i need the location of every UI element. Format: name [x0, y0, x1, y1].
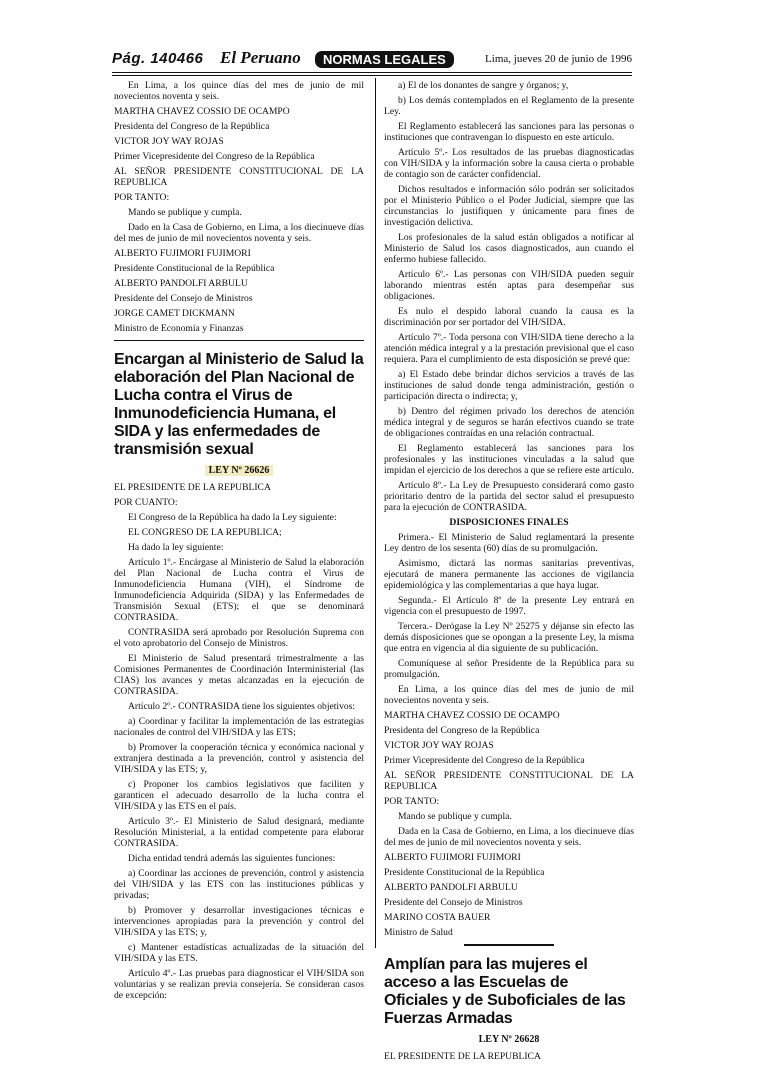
disposicion-primera-b: Asimismo, dictará las normas sanitarias preventivas, ejecutará de manera permanente las acciones de vigilancia epidemiológica y las complementarias a que haya lugar.: [384, 558, 634, 591]
signatory-name: MARTHA CHAVEZ COSSIO DE OCAMPO: [384, 710, 560, 721]
article-3b: Dicha entidad tendrá además las siguientes funciones:: [128, 853, 336, 864]
section-badge: NORMAS LEGALES: [315, 51, 454, 68]
article-7b: b) Dentro del régimen privado los derechos de atención médica integral y de seguros se harán efectivos cuando se trate de obligaciones contraídas en una relación contractual.: [384, 406, 634, 439]
dado-text: Dado en la Casa de Gobierno, en Lima, a los diecinueve días del mes de junio de mil novecientos noventa y seis.: [114, 222, 364, 244]
article-6: Artículo 6º.- Las personas con VIH/SIDA pueden seguir laborando mientras estén aptas para desempeñar sus obligaciones.: [384, 269, 634, 302]
signatory-name: MARTHA CHAVEZ COSSIO DE OCAMPO: [114, 106, 290, 117]
law-number-text: LEY Nº 26626: [205, 465, 274, 476]
presidente-line: EL PRESIDENTE DE LA REPUBLICA: [114, 482, 271, 493]
article-2c: c) Proponer los cambios legislativos que faciliten y garanticen el adecuado desarrollo de la lucha contra el VIH/SIDA y las ETS en el país.: [114, 779, 364, 812]
signatory-name: MARINO COSTA BAUER: [384, 912, 491, 923]
article-2: Artículo 2º.- CONTRASIDA tiene los siguientes objetivos:: [128, 701, 356, 712]
left-column: [114, 80, 364, 1005]
congreso-line: EL CONGRESO DE LA REPUBLICA;: [128, 527, 282, 538]
dado-text: Dada en la Casa de Gobierno, en Lima, a los diecinueve días del mes de junio de mil novecientos noventa y seis.: [384, 826, 634, 848]
signatory-title: Presidenta del Congreso de la República: [384, 725, 540, 736]
signatory-title: Primer Vicepresidente del Congreso de la República: [114, 151, 315, 162]
newspaper-logo: El Peruano: [220, 48, 301, 67]
article-2b: b) Promover la cooperación técnica y económica nacional y extranjera destinada a la prevención, control y asistencia del VIH/SIDA y las ETS; y,: [114, 742, 364, 775]
article-6b: Es nulo el despido laboral cuando la causa es la discriminación por ser portador del VIH/SIDA.: [384, 306, 634, 328]
header-rule-bottom: [112, 75, 632, 76]
reglamento-text: El Reglamento establecerá las sanciones para las personas o instituciones que contravengan lo dispuesto en este artículo.: [384, 121, 634, 143]
addressee: AL SEÑOR PRESIDENTE CONSTITUCIONAL DE LA REPUBLICA: [384, 770, 634, 792]
signatory-name: VICTOR JOY WAY ROJAS: [384, 740, 494, 751]
signatory-name: ALBERTO PANDOLFI ARBULU: [114, 278, 248, 289]
por-tanto: POR TANTO:: [384, 796, 440, 807]
page-number: Pág. 140466: [112, 50, 204, 67]
right-item-b: b) Los demás contemplados en el Reglamento de la presente Ley.: [384, 95, 634, 117]
header-date: Lima, jueves 20 de junio de 1996: [485, 53, 632, 65]
article-3: Artículo 3º.- El Ministerio de Salud designará, mediante Resolución Ministerial, a la entidad competente para elaborar CONTRASIDA.: [114, 816, 364, 849]
article-3d: b) Promover y desarrollar investigaciones técnicas e intervenciones apropiadas para la prevención y control del VIH/SIDA y las ETS; y,: [114, 905, 364, 938]
addressee: AL SEÑOR PRESIDENTE CONSTITUCIONAL DE LA REPUBLICA: [114, 166, 364, 188]
headline-2: Amplían para las mujeres el acceso a las Escuelas de Oficiales y de Suboficiales de las Fuerzas Armadas: [384, 956, 626, 1027]
article-7c: El Reglamento establecerá las sanciones para los profesionales y las instituciones vinculadas a la salud que impidan el ejercicio de los derechos a que se refiere este artículo.: [384, 443, 634, 476]
presidente-line-2: EL PRESIDENTE DE LA REPUBLICA: [384, 1051, 541, 1062]
signatory-name: ALBERTO FUJIMORI FUJIMORI: [384, 852, 521, 863]
intro-text: En Lima, a los quince días del mes de junio de mil novecientos noventa y seis.: [114, 80, 364, 102]
signatory-title: Presidente Constitucional de la República: [114, 263, 275, 274]
signatory-name: VICTOR JOY WAY ROJAS: [114, 136, 224, 147]
article-1c: El Ministerio de Salud presentará trimestralmente a las Comisiones Permanentes de Coordinación Interministerial (las CIAS) los avances y metas alcanzadas en la ejecución de CONTRASIDA.: [114, 653, 364, 697]
article-3e: c) Mantener estadísticas actualizadas de la situación del VIH/SIDA y las ETS.: [114, 942, 364, 964]
signatory-title: Primer Vicepresidente del Congreso de la República: [384, 755, 585, 766]
signatory-title: Presidenta del Congreso de la República: [114, 121, 270, 132]
article-1: Artículo 1º.- Encárgase al Ministerio de Salud la elaboración del Plan Nacional de Lucha contra el Virus de Inmunodeficiencia Humana (VIH), el Síndrome de Inmunodeficiencia Adquirida (SIDA) y las Enfermedades de Transmisión Sexual (ETS); el que se denominará CONTRASIDA.: [114, 557, 364, 623]
article-8: Artículo 8º.- La Ley de Presupuesto considerará como gasto prioritario dentro de la partida del sector salud el presupuesto para la ejecución de CONTRASIDA.: [384, 480, 634, 513]
article-5: Artículo 5º.- Los resultados de las pruebas diagnosticadas con VIH/SIDA y la información sobre la causa cierta o probable de contagio son de carácter confidencial.: [384, 147, 634, 180]
right-item-a: a) El de los donantes de sangre y órganos; y,: [398, 80, 569, 91]
article-7a: a) El Estado debe brindar dichos servicios a través de las instituciones de salud donde tenga administración, gestión o participación directa o indirecta; y,: [384, 369, 634, 402]
section-separator: [464, 944, 554, 946]
article-1b: CONTRASIDA será aprobado por Resolución Suprema con el voto aprobatorio del Consejo de Ministros.: [114, 627, 364, 649]
por-cuanto: POR CUANTO:: [114, 497, 178, 508]
article-7: Artículo 7º.- Toda persona con VIH/SIDA tiene derecho a la atención médica integral y a la prestación previsional que el caso requiera. Para el cumplimiento de esta disposición se prevé que:: [384, 332, 634, 365]
article-5c: Los profesionales de la salud están obligados a notificar al Ministerio de Salud los casos diagnosticados, aun cuando el enfermo hubiese fallecido.: [384, 232, 634, 265]
article-5b: Dichos resultados e información sólo podrán ser solicitados por el Ministerio Público o el Poder Judicial, siempre que las circunstancias lo justifiquen y únicamente para fines de investigación delictiva.: [384, 184, 634, 228]
comuniquese-text: Comuníquese al señor Presidente de la República para su promulgación.: [384, 658, 634, 680]
law-number: [114, 465, 364, 476]
section-separator: [114, 340, 364, 341]
signatory-name: JORGE CAMET DICKMANN: [114, 308, 235, 319]
disposicion-segunda: Segunda.- El Artículo 8º de la presente Ley entrará en vigencia con el presupuesto de 1997.: [384, 595, 634, 617]
article-3c: a) Coordinar las acciones de prevención, control y asistencia del VIH/SIDA y las ETS con las instituciones públicas y privadas;: [114, 868, 364, 901]
signatory-title: Presidente del Consejo de Ministros: [384, 897, 523, 908]
header-rule-top: [112, 72, 632, 73]
signatory-title: Presidente Constitucional de la República: [384, 867, 545, 878]
signatory-title: Presidente del Consejo de Ministros: [114, 293, 253, 304]
ha-dado: Ha dado la ley siguiente:: [128, 542, 224, 553]
por-tanto: POR TANTO:: [114, 192, 170, 203]
article-2a: a) Coordinar y facilitar la implementación de las estrategias nacionales de control del VIH/SIDA y las ETS;: [114, 716, 364, 738]
disposicion-primera: Primera.- El Ministerio de Salud reglamentará la presente Ley dentro de los sesenta (60) días de su promulgación.: [384, 532, 634, 554]
mando-text: Mando se publique y cumpla.: [128, 207, 242, 218]
mando-text: Mando se publique y cumpla.: [398, 811, 512, 822]
signatory-title: Ministro de Economía y Finanzas: [114, 323, 244, 334]
en-lima-text: En Lima, a los quince días del mes de junio de mil novecientos noventa y seis.: [384, 684, 634, 706]
column-divider: [375, 78, 376, 948]
signatory-name: ALBERTO FUJIMORI FUJIMORI: [114, 248, 251, 259]
article-4: Artículo 4º.- Las pruebas para diagnosticar el VIH/SIDA son voluntarias y se realizan previa consejería. Se consideran casos de excepción:: [114, 968, 364, 1001]
headline: Encargan al Ministerio de Salud la elaboración del Plan Nacional de Lucha contra el Virus de Inmunodeficiencia Humana, el SIDA y las enfermedades de transmisión sexual: [114, 351, 364, 458]
disposicion-tercera: Tercera.- Derógase la Ley Nº 25275 y déjanse sin efecto las demás disposiciones que se opongan a la presente Ley, la misma que entra en vigencia al día siguiente de su publicación.: [384, 621, 634, 654]
signatory-title: Ministro de Salud: [384, 927, 453, 938]
signatory-name: ALBERTO PANDOLFI ARBULU: [384, 882, 518, 893]
page-header: [112, 48, 632, 70]
right-column: [384, 80, 634, 1066]
law-number-2: LEY Nº 26628: [478, 1034, 540, 1045]
congreso-dado: El Congreso de la República ha dado la Ley siguiente:: [128, 512, 337, 523]
disposiciones-title: DISPOSICIONES FINALES: [449, 517, 569, 528]
